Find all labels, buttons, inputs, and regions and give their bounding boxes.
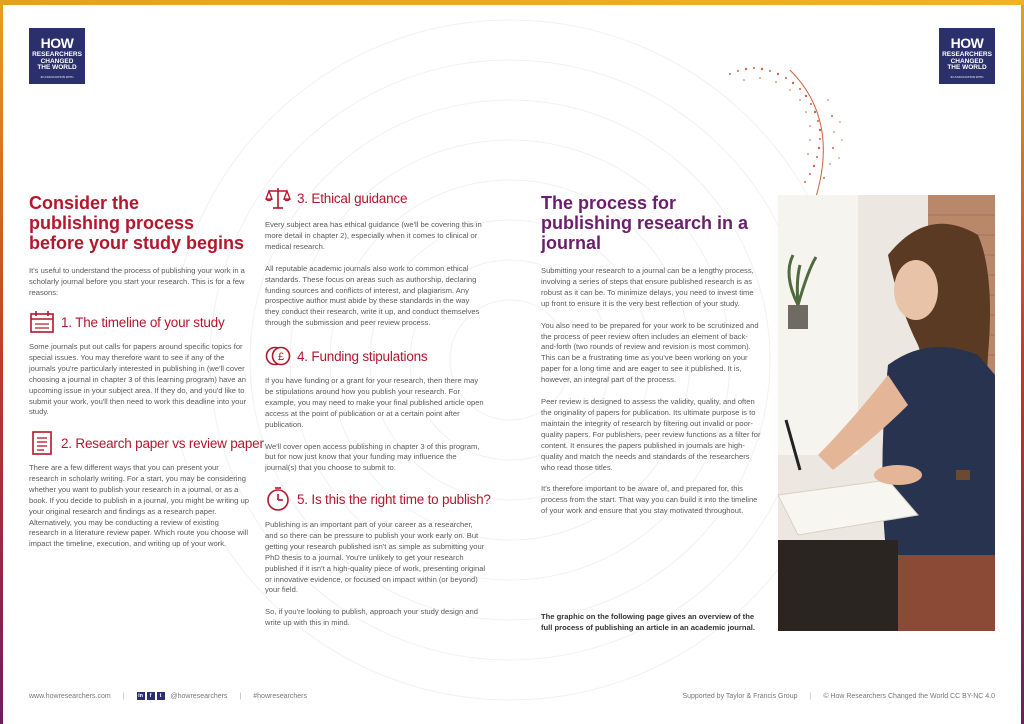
logo-right: HOW RESEARCHERS CHANGED THE WORLD IN ASSOCIATION WITH [939, 28, 995, 84]
footer [29, 692, 995, 700]
footer-handle[interactable]: @howresearchers [170, 692, 228, 700]
twitter-icon[interactable]: t [157, 692, 165, 700]
section-heading-process: The process for publishing research in a journal [541, 193, 749, 253]
linkedin-icon[interactable]: in [138, 693, 143, 699]
graphic-note: The graphic on the following page gives an overview of the full process of publishing an article in an academic journal. [541, 612, 755, 632]
right-time-paragraph: Publishing is an important part of your career as a researcher, and so there can be pressure to publish your work early on. But getting your research published isn't as simple as submitting your PhD thesis to a journal. You're unlikely to get your research published if it isn't a high-quality piece of work, presenting original or innovative evidence, or focused on impact within (or beyond) your field. So, if you're looking to publish, approach your study design and write up with this in mind. [265, 520, 486, 628]
subheading-right-time: 5. Is this the right time to publish? [265, 486, 491, 512]
coins-icon [265, 343, 291, 369]
footer-separator: | [809, 692, 812, 700]
footer-separator: | [122, 692, 125, 700]
scales-icon [265, 185, 291, 211]
logo-left: HOW RESEARCHERS CHANGED THE WORLD IN ASSOCIATION WITH [29, 28, 85, 84]
ethical-guidance-paragraph: Every subject area has ethical guidance (we'll be covering this in more detail in chapter 2), especially when it comes to clinical or medical research. All reputable academic journals also work to common ethical standards. These focus on areas such as authorship, declaring funding sources and conflicts of interest, and plagiarism. Any prospective author must abide by these standards in the way they conduct their research, write it up, and conduct themselves through the submission and peer review process. [265, 220, 482, 328]
subheading-research-vs-review: 2. Research paper vs review paper [29, 430, 264, 456]
process-paragraphs: Submitting your research to a journal can be a lengthy process, involving a series of steps that ensure published research is as robust as it can be. To minimize delays, you need to invest time up front to ensure it is the very best reflection of your study. You also need to be prepared for your work to be scrutinized and the process of peer review often includes an element of back-and-forth (two rounds of review and revision is most common). This can be a frustrating time as you've been working on your paper for a long time and are eager to see it published. It is, however, an integral part of the process. Peer review is designed to assess the validity, quality, and often the originality of papers for publication. Its ultimate purpose is to maintain the integrity of research by filtering out invalid or poor-quality papers. For publishers, peer review functions as a filter for content. It ensures the papers published in journals are high-quality and match the needs and standards of the researchers who read those titles. It's therefore important to be aware of, and prepared for, this process from the start. That way you can build it into the timeline of your work and ensure that you stay motivated throughout. [541, 266, 761, 516]
research-vs-review-paragraph: There are a few different ways that you can present your research in scholarly writing. For a start, you may be considering whether you want to publish your research in a journal, or as a book. If you decide to publish in a journal, you might be writing up your original research and findings as a research paper. Alternatively, you may be conducting a review of existing research in a literature review paper. Which route you choose will impact the timeline, execution, and writing up of your work. [29, 463, 249, 549]
footer-supported: Supported by Taylor & Francis Group [682, 692, 798, 700]
left-accent-bar [0, 5, 3, 724]
subheading-timeline: 1. The timeline of your study [29, 309, 225, 335]
facebook-icon[interactable]: f [147, 692, 155, 700]
footer-hashtag[interactable]: #howresearchers [253, 692, 307, 700]
footer-website-link[interactable]: www.howresearchers.com [29, 692, 111, 700]
document-icon [29, 430, 55, 456]
social-icons [137, 692, 165, 700]
timeline-paragraph: Some journals put out calls for papers around specific topics for special issues. You may therefore want to see if any of the journals you're particularly interested in publishing in (we'll cover choosing a journal in chapter 3 of this learning program) have an upcoming issue in your subject area. If they do, and you'd like to submit your work, you'll then need to work this deadline into your study. [29, 342, 247, 417]
subheading-ethical-guidance: 3. Ethical guidance [265, 185, 407, 211]
calendar-icon [29, 309, 55, 335]
svg-text:£: £ [277, 351, 285, 363]
footer-copyright: © How Researchers Changed the World CC BY-NC 4.0 [823, 692, 995, 700]
dotted-arc-decoration [720, 60, 870, 210]
intro-paragraph: It's useful to understand the process of publishing your work in a scholarly journal before you start your research. This is for a few reasons: [29, 266, 245, 297]
top-accent-bar [0, 0, 1024, 5]
funding-paragraph: If you have funding or a grant for your research, then there may be stipulations around how you publish your research. For example, you may need to make your final published article open access at the point of publication or at a certain point after publication. We'll cover open access publishing in chapter 3 of this program, but for now just know that your funding may influence the journal(s) that you choose to submit to. [265, 376, 484, 473]
subheading-funding: £ 4. Funding stipulations [265, 343, 428, 369]
footer-separator: | [239, 692, 242, 700]
section-heading-consider: Consider the publishing process before your study begins [29, 193, 245, 253]
photo-woman-writing [778, 195, 995, 631]
clock-icon [265, 486, 291, 512]
